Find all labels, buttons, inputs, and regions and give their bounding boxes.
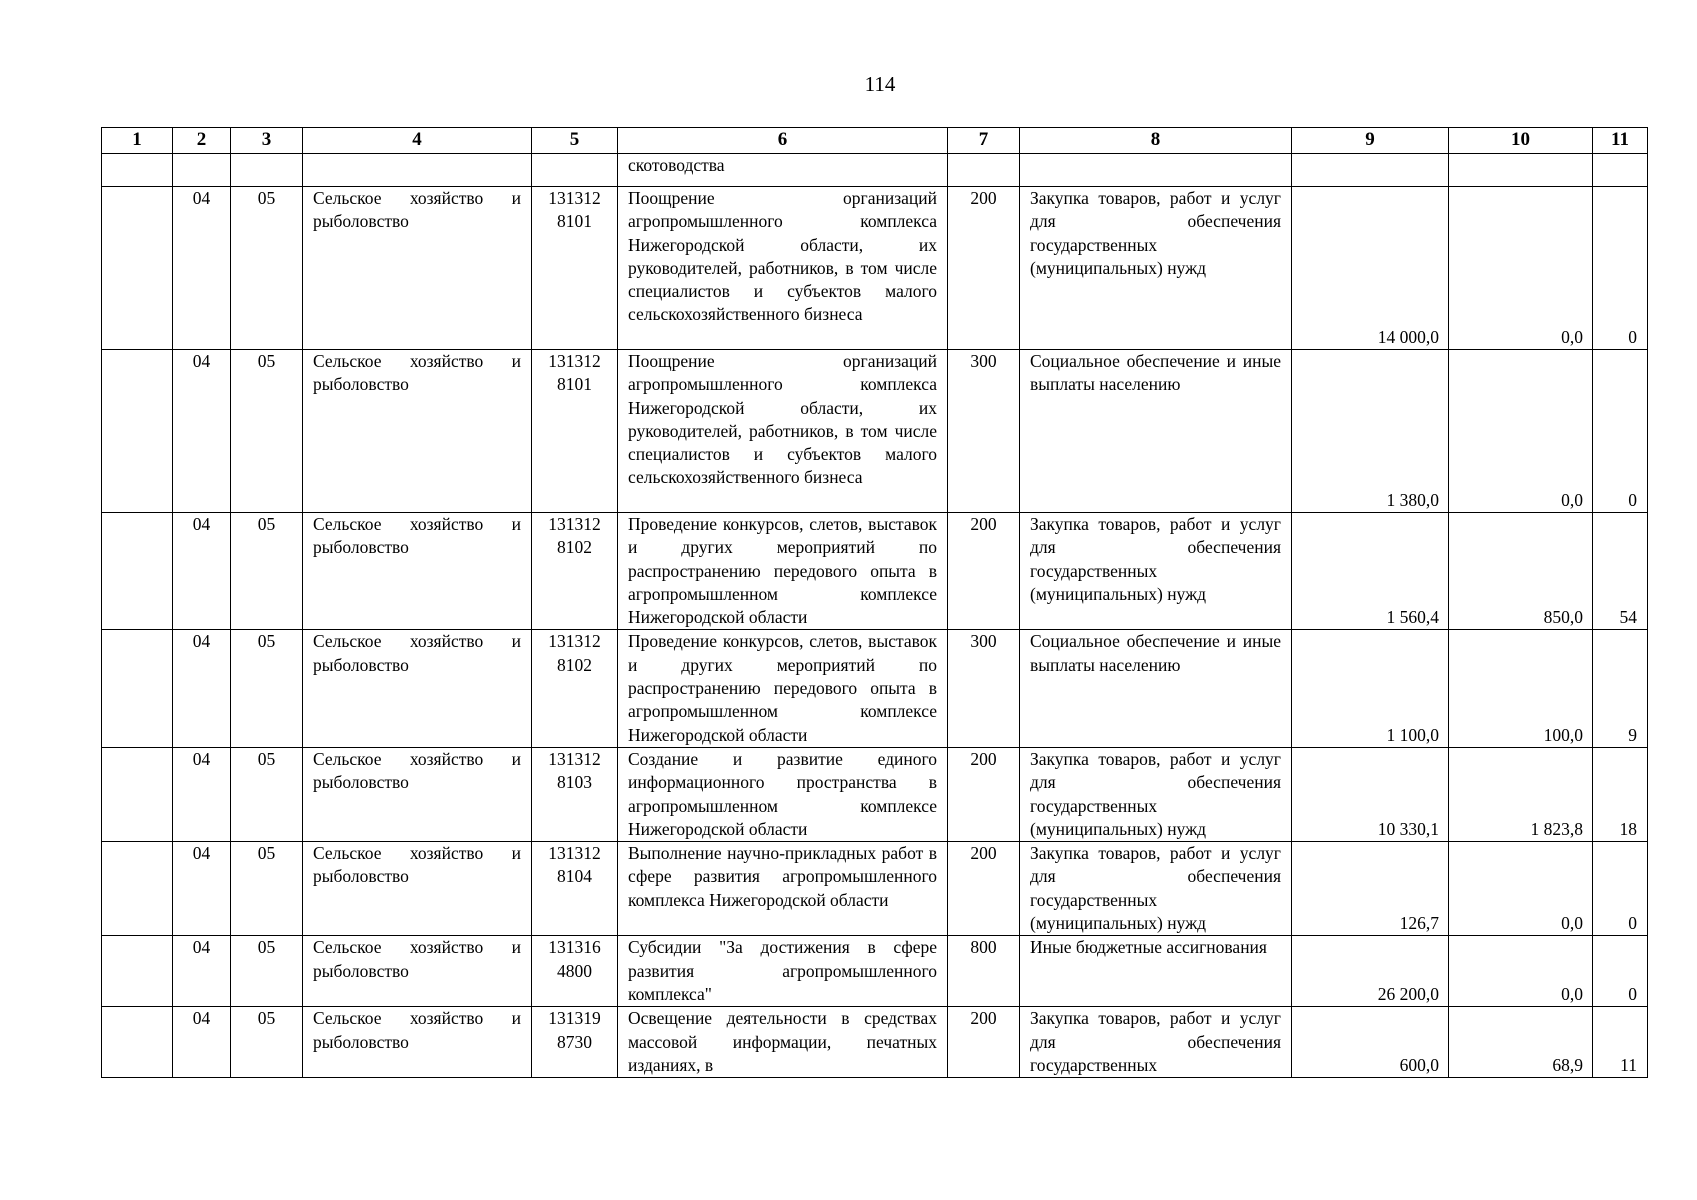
column-header: 3: [231, 128, 303, 154]
percent-cell: 0: [1593, 350, 1648, 513]
table-row: [102, 747, 1648, 841]
cell-col1: [102, 187, 173, 350]
section-cell: 04: [173, 747, 231, 841]
description-cell: скотоводства: [618, 154, 948, 187]
target-article-cell: 131312 8102: [532, 513, 618, 630]
expense-type-name-cell: Социальное обеспечение и иные выплаты населению: [1020, 630, 1292, 747]
executed-amount-cell: 0,0: [1449, 187, 1593, 350]
cell-col1: [102, 630, 173, 747]
percent-cell: 9: [1593, 630, 1648, 747]
continuation-row: [102, 154, 1648, 187]
planned-amount-cell: 126,7: [1292, 842, 1449, 936]
column-header: 9: [1292, 128, 1449, 154]
description-cell: Поощрение организаций агропромышленного комплекса Нижегородской области, их руководителей, работников, в том числе специалистов и субъектов малого сельскохозяйственного бизнеса: [618, 187, 948, 350]
table-row: [102, 187, 1648, 350]
subsection-cell: 05: [231, 513, 303, 630]
description-cell: Создание и развитие единого информационного пространства в агропромышленном комплексе Нижегородской области: [618, 747, 948, 841]
description-cell: Выполнение научно-прикладных работ в сфере развития агропромышленного комплекса Нижегородской области: [618, 842, 948, 936]
page-number: 114: [864, 72, 896, 96]
planned-amount-cell: 14 000,0: [1292, 187, 1449, 350]
sector-name-cell: Сельское хозяйство и рыболовство: [303, 747, 532, 841]
table-row: [102, 350, 1648, 513]
executed-amount-cell: 0,0: [1449, 842, 1593, 936]
description-cell: Субсидии "За достижения в сфере развития агропромышленного комплекса": [618, 936, 948, 1007]
sector-name-cell: Сельское хозяйство и рыболовство: [303, 842, 532, 936]
executed-amount-cell: 0,0: [1449, 936, 1593, 1007]
cell-col1: [102, 1007, 173, 1078]
planned-amount-cell: 1 100,0: [1292, 630, 1449, 747]
target-article-cell: 131312 8103: [532, 747, 618, 841]
section-cell: 04: [173, 842, 231, 936]
description-cell: Проведение конкурсов, слетов, выставок и других мероприятий по распространению передового опыта в агропромышленном комплексе Нижегородской области: [618, 630, 948, 747]
column-header: 11: [1593, 128, 1648, 154]
table-row: [102, 513, 1648, 630]
column-header: 4: [303, 128, 532, 154]
executed-amount-cell: 68,9: [1449, 1007, 1593, 1078]
percent-cell: 54: [1593, 513, 1648, 630]
expense-type-cell: 300: [948, 350, 1020, 513]
table-row: [102, 630, 1648, 747]
percent-cell: 0: [1593, 936, 1648, 1007]
section-cell: 04: [173, 513, 231, 630]
table-row: [102, 842, 1648, 936]
budget-table: [101, 127, 1648, 1078]
expense-type-name-cell: Социальное обеспечение и иные выплаты населению: [1020, 350, 1292, 513]
planned-amount-cell: 10 330,1: [1292, 747, 1449, 841]
target-article-cell: 131319 8730: [532, 1007, 618, 1078]
section-cell: 04: [173, 1007, 231, 1078]
executed-amount-cell: 1 823,8: [1449, 747, 1593, 841]
expense-type-name-cell: Закупка товаров, работ и услуг для обеспечения государственных (муниципальных) нужд: [1020, 513, 1292, 630]
sector-name-cell: Сельское хозяйство и рыболовство: [303, 350, 532, 513]
section-cell: 04: [173, 936, 231, 1007]
sector-name-cell: Сельское хозяйство и рыболовство: [303, 513, 532, 630]
expense-type-name-cell: Закупка товаров, работ и услуг для обеспечения государственных (муниципальных) нужд: [1020, 842, 1292, 936]
target-article-cell: 131312 8102: [532, 630, 618, 747]
expense-type-cell: 200: [948, 842, 1020, 936]
planned-amount-cell: 1 560,4: [1292, 513, 1449, 630]
cell-col1: [102, 747, 173, 841]
expense-type-cell: 200: [948, 1007, 1020, 1078]
column-header: 10: [1449, 128, 1593, 154]
table-row: [102, 1007, 1648, 1078]
description-cell: Проведение конкурсов, слетов, выставок и других мероприятий по распространению передового опыта в агропромышленном комплексе Нижегородской области: [618, 513, 948, 630]
executed-amount-cell: 850,0: [1449, 513, 1593, 630]
cell-col1: [102, 350, 173, 513]
cell-col1: [102, 513, 173, 630]
executed-amount-cell: 0,0: [1449, 350, 1593, 513]
section-cell: 04: [173, 187, 231, 350]
header-row: [102, 128, 1648, 154]
percent-cell: 0: [1593, 842, 1648, 936]
subsection-cell: 05: [231, 630, 303, 747]
percent-cell: 18: [1593, 747, 1648, 841]
expense-type-name-cell: Закупка товаров, работ и услуг для обеспечения государственных (муниципальных) нужд: [1020, 187, 1292, 350]
cell-col1: [102, 842, 173, 936]
percent-cell: 0: [1593, 187, 1648, 350]
planned-amount-cell: 26 200,0: [1292, 936, 1449, 1007]
description-cell: Освещение деятельности в средствах массовой информации, печатных изданиях, в: [618, 1007, 948, 1078]
expense-type-cell: 200: [948, 747, 1020, 841]
column-header: 7: [948, 128, 1020, 154]
sector-name-cell: Сельское хозяйство и рыболовство: [303, 936, 532, 1007]
planned-amount-cell: 1 380,0: [1292, 350, 1449, 513]
expense-type-name-cell: Закупка товаров, работ и услуг для обеспечения государственных (муниципальных) нужд: [1020, 747, 1292, 841]
subsection-cell: 05: [231, 350, 303, 513]
percent-cell: 11: [1593, 1007, 1648, 1078]
subsection-cell: 05: [231, 842, 303, 936]
subsection-cell: 05: [231, 936, 303, 1007]
column-header: 8: [1020, 128, 1292, 154]
subsection-cell: 05: [231, 1007, 303, 1078]
expense-type-cell: 200: [948, 187, 1020, 350]
target-article-cell: 131312 8101: [532, 187, 618, 350]
target-article-cell: 131312 8101: [532, 350, 618, 513]
expense-type-name-cell: Закупка товаров, работ и услуг для обеспечения государственных: [1020, 1007, 1292, 1078]
column-header: 2: [173, 128, 231, 154]
column-header: 5: [532, 128, 618, 154]
table-row: [102, 936, 1648, 1007]
section-cell: 04: [173, 350, 231, 513]
expense-type-cell: 200: [948, 513, 1020, 630]
executed-amount-cell: 100,0: [1449, 630, 1593, 747]
planned-amount-cell: 600,0: [1292, 1007, 1449, 1078]
expense-type-cell: 800: [948, 936, 1020, 1007]
target-article-cell: 131312 8104: [532, 842, 618, 936]
column-header: 1: [102, 128, 173, 154]
column-header: 6: [618, 128, 948, 154]
sector-name-cell: Сельское хозяйство и рыболовство: [303, 1007, 532, 1078]
subsection-cell: 05: [231, 747, 303, 841]
target-article-cell: 131316 4800: [532, 936, 618, 1007]
cell-col1: [102, 936, 173, 1007]
sector-name-cell: Сельское хозяйство и рыболовство: [303, 630, 532, 747]
expense-type-name-cell: Иные бюджетные ассигнования: [1020, 936, 1292, 1007]
subsection-cell: 05: [231, 187, 303, 350]
sector-name-cell: Сельское хозяйство и рыболовство: [303, 187, 532, 350]
section-cell: 04: [173, 630, 231, 747]
expense-type-cell: 300: [948, 630, 1020, 747]
description-cell: Поощрение организаций агропромышленного комплекса Нижегородской области, их руководителей, работников, в том числе специалистов и субъектов малого сельскохозяйственного бизнеса: [618, 350, 948, 513]
